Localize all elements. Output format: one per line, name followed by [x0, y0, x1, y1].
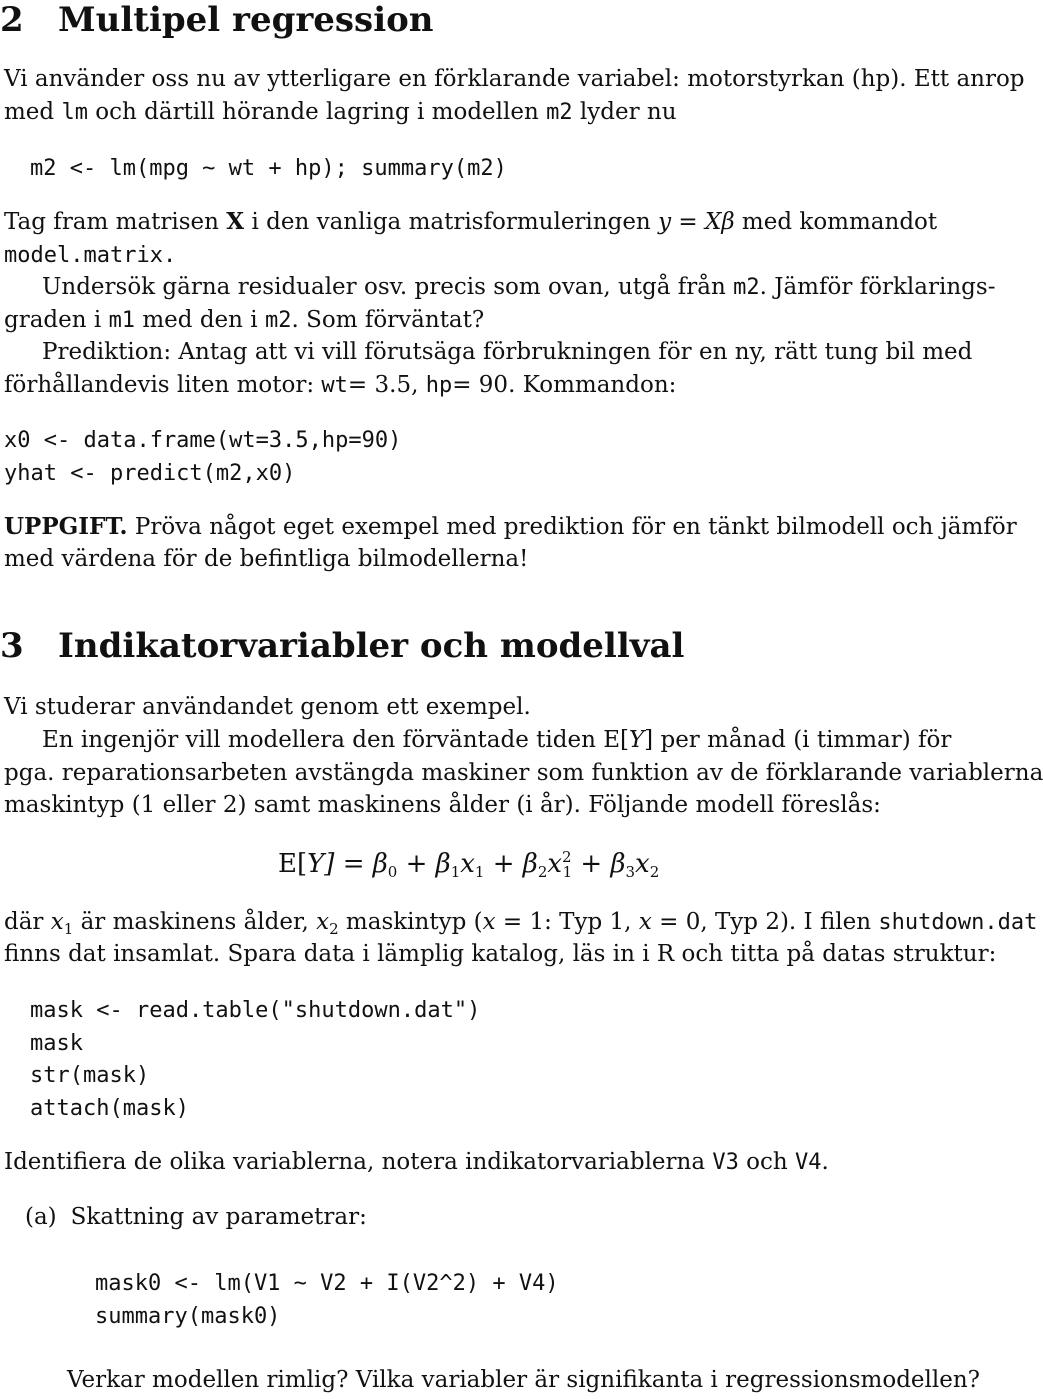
code-inline: model.matrix. — [4, 243, 177, 268]
paragraph-line: Verkar modellen rimlig? Vilka variabler är signifikanta i regressionsmodellen? — [67, 1367, 981, 1393]
section-number: 2 — [0, 0, 24, 40]
paragraph-line: Identifiera de olika variablerna, notera indikatorvariablerna V3 och V4. — [4, 1149, 829, 1175]
paragraph-line: Undersök gärna residualer osv. precis som ovan, utgå från m2. Jämför förklarings- — [42, 274, 996, 300]
paragraph-line: maskintyp (1 eller 2) samt maskinens ålder (i år). Följande modell föreslås: — [4, 792, 881, 818]
list-item-a — [25, 1206, 367, 1229]
code-line: mask <- read.table("shutdown.dat") — [30, 998, 481, 1023]
section-2-heading — [0, 0, 434, 40]
paragraph-line: med värdena för de befintliga bilmodellerna! — [4, 546, 529, 572]
paragraph-line: där $x_1$ är maskinens ålder, $x_2$ maskintyp (x = 1: Typ 1, x = 0, Typ 2). I filen shutdown.dat — [4, 909, 1038, 938]
task-label: UPPGIFT. — [4, 513, 128, 540]
section-title: Multipel regression — [58, 0, 434, 40]
math-equation: y = Xβ — [658, 209, 735, 235]
paragraph-line: pga. reparationsarbeten avstängda maskiner som funktion av de förklarande variablerna — [4, 760, 1043, 786]
code-line: mask — [30, 1031, 83, 1056]
code-inline: m2 — [546, 100, 573, 125]
code-inline: lm — [61, 100, 88, 125]
code-line: str(mask) — [30, 1063, 150, 1088]
section-number: 3 — [0, 626, 24, 666]
code-line: summary(mask0) — [95, 1304, 281, 1329]
paragraph-line: Tag fram matrisen X i den vanliga matrisformuleringen y = Xβ med kommandot — [4, 208, 938, 235]
paragraph-line: Vi studerar användandet genom ett exempel. — [4, 694, 531, 720]
code-line: attach(mask) — [30, 1096, 189, 1121]
list-item-label: (a) — [25, 1204, 57, 1230]
paragraph-line: En ingenjör vill modellera den förväntade tiden E[Y] per månad (i timmar) för — [42, 727, 952, 753]
code-block: m2 <- lm(mpg ~ wt + hp); summary(m2) — [30, 156, 507, 181]
display-equation: $E[Y] = \beta_0 + \beta_1x_1 + \beta_2x^2_1 + \beta_3x_2$ — [278, 848, 660, 881]
matrix-symbol: X — [226, 208, 245, 235]
section-title: Indikatorvariabler och modellval — [58, 626, 685, 666]
paragraph-line: Vi använder oss nu av ytterligare en förklarande variabel: motorstyrkan (hp). Ett anrop — [4, 66, 1025, 92]
list-item-title: Skattning av parametrar: — [70, 1204, 367, 1230]
paragraph-line: med lm och därtill hörande lagring i modellen m2 lyder nu — [4, 99, 677, 125]
code-line: x0 <- data.frame(wt=3.5,hp=90) — [4, 428, 402, 453]
task-paragraph: UPPGIFT. Pröva något eget exempel med prediktion för en tänkt bilmodell och jämför — [4, 513, 1017, 540]
code-line: mask0 <- lm(V1 ~ V2 + I(V2^2) + V4) — [95, 1271, 559, 1296]
code-line: yhat <- predict(m2,x0) — [4, 461, 296, 486]
paragraph-line: finns dat insamlat. Spara data i lämplig katalog, läs in i R och titta på datas struktur: — [4, 941, 997, 967]
paragraph-line: graden i m1 med den i m2. Som förväntat? — [4, 307, 485, 333]
paragraph-line: förhållandevis liten motor: wt= 3.5, hp= 90. Kommandon: — [4, 372, 677, 398]
paragraph-line: Prediktion: Antag att vi vill förutsäga förbrukningen för en ny, rätt tung bil med — [42, 339, 973, 365]
section-3-heading — [0, 626, 684, 666]
